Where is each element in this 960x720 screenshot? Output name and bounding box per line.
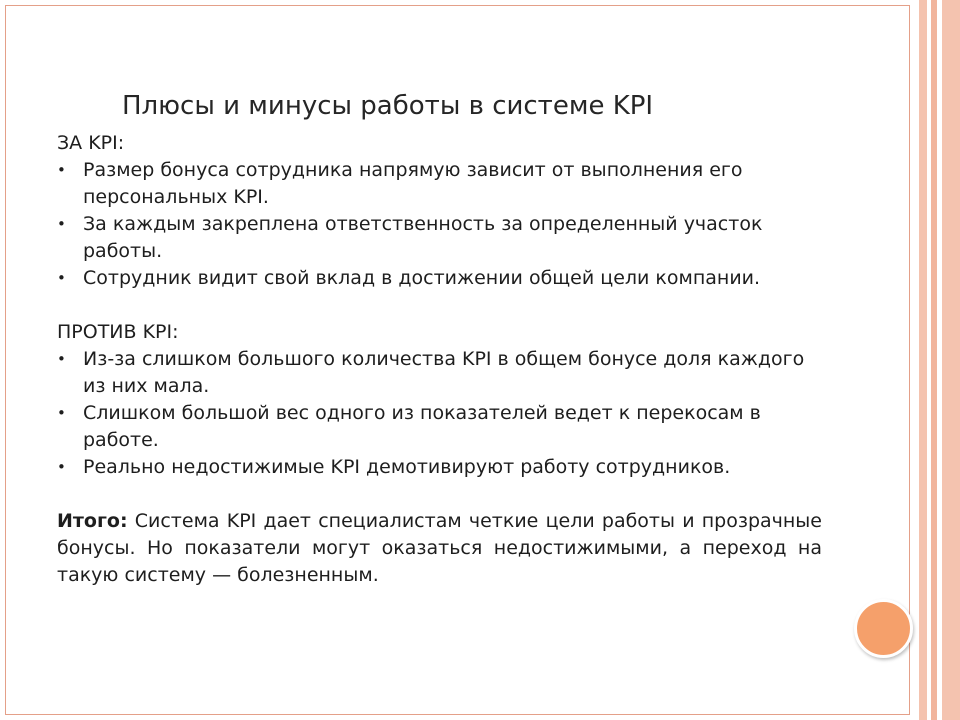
summary-text: Система KPI дает специалистам четкие цели работы и прозрачные бонусы. Но показатели могут оказаться недостижимыми, а переход на такую систему — болезненным. <box>57 510 822 586</box>
bullet-icon: • <box>57 215 66 233</box>
pros-item-text: Сотрудник видит свой вклад в достижении общей цели компании. <box>83 267 761 289</box>
cons-item <box>57 454 822 481</box>
decorative-stripe <box>942 0 960 720</box>
slide-title: Плюсы и минусы работы в системе KPI <box>122 91 654 121</box>
pros-heading: ЗА KPI: <box>57 132 125 154</box>
spacer <box>57 292 822 319</box>
cons-list <box>57 346 822 481</box>
decorative-stripe <box>939 0 941 720</box>
pros-item-text: За каждым закреплена ответственность за определенный участок работы. <box>83 213 763 262</box>
cons-item <box>57 346 822 400</box>
cons-item <box>57 400 822 454</box>
slide-body <box>57 130 822 589</box>
decorative-stripe <box>931 0 937 720</box>
bullet-icon: • <box>57 458 66 476</box>
decorative-stripe <box>919 0 927 720</box>
bullet-icon: • <box>57 404 66 422</box>
bullet-icon: • <box>57 161 66 179</box>
decorative-circle-icon <box>854 599 913 658</box>
bullet-icon: • <box>57 269 66 287</box>
cons-heading: ПРОТИВ KPI: <box>57 321 179 343</box>
pros-item <box>57 211 822 265</box>
cons-item-text: Реально недостижимые KPI демотивируют работу сотрудников. <box>83 456 731 478</box>
summary-label: Итого: <box>57 510 128 532</box>
summary-paragraph <box>57 508 822 589</box>
bullet-icon: • <box>57 350 66 368</box>
pros-list <box>57 157 822 292</box>
cons-item-text: Слишком большой вес одного из показателей ведет к перекосам в работе. <box>83 402 761 451</box>
cons-item-text: Из-за слишком большого количества KPI в общем бонусе доля каждого из них мала. <box>83 348 805 397</box>
pros-item-text: Размер бонуса сотрудника напрямую зависит от выполнения его персональных KPI. <box>83 159 743 208</box>
spacer <box>57 481 822 508</box>
pros-item <box>57 157 822 211</box>
pros-item <box>57 265 822 292</box>
